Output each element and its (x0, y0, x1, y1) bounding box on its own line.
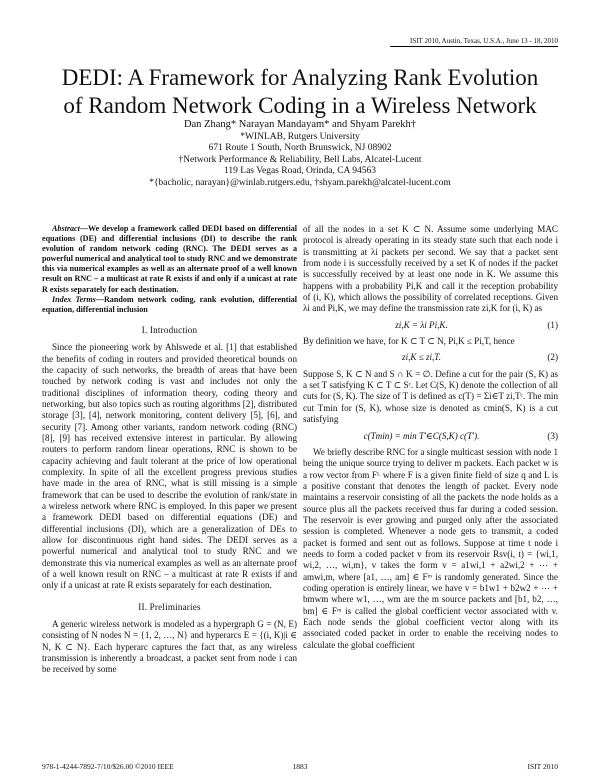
equation-3-expr: c(Tmin) = min T′∈C(S,K) c(T′). (363, 430, 480, 441)
footer-copyright: 978-1-4244-7892-7/10/$26.00 ©2010 IEEE (42, 762, 174, 771)
index-terms (42, 295, 297, 315)
prelim-paragraph: A generic wireless network is modeled as a hypergraph G = (N, E) consisting of N nodes N = {1, 2, …, N} and hyperarcs E = {(i, K)|i ∈ N, K ⊂ N}. Each hyperarc captures the fact that, as any wireless transmission is inherently a broadcast, a packet sent from node i can be received by some (42, 619, 297, 675)
paper-title (30, 64, 570, 120)
equation-1-expr: zi,K = λi Pi,K. (395, 319, 448, 330)
footer-page-number: 1883 (292, 762, 308, 771)
intro-heading: I. Introduction (141, 324, 198, 335)
right-paragraph-3: Suppose S, K ⊂ N and S ∩ K = ∅. Define a cut for the pair (S, K) as a set T satisfying K ⊂ T ⊂ Sᶜ. Let C(S, K) denote the collection of all cuts for (S, K). The size of T is defined as c(T) = Σi∈T zi,Tᶜ. The min cut Tmin for (S, K), whose size is denoted as cmin(S, K) is a cut satisfying (303, 368, 558, 425)
equation-2-number: (2) (547, 352, 558, 363)
header-rule (390, 46, 558, 47)
conference-header: ISIT 2010, Austin, Texas, U.S.A., June 13 - 18, 2010 (409, 37, 558, 45)
index-terms-text: —Random network coding, rank evolution, differential equation, differential inclusion (42, 294, 297, 314)
author-list: Dan Zhang* Narayan Mandayam* and Shyam Parekh† (183, 119, 417, 130)
affiliation-line-1: *WINLAB, Rutgers University (240, 132, 360, 142)
abstract-text: —We develop a framework called DEDI based on differential equations (DE) and differential inclusions (DI) to describe the rank evolution of random network coding (RNC). The DEDI serves as a powerful numerical and analytical tool to study RNC and we demonstrate this via numerical examples as well as an alternate proof of a well known result on RNC – a multicast at rate R exists if and only if a unicast at rate R exists separately for each destination. (42, 224, 297, 294)
right-column (303, 224, 558, 651)
abstract (42, 224, 297, 295)
affiliation-line-3: †Network Performance & Reliability, Bell Labs, Alcatel-Lucent (178, 154, 422, 165)
equation-1 (303, 320, 558, 331)
right-paragraph-4: We briefly describe RNC for a single multicast session with node 1 being the unique source trying to deliver m packets. Each packet w is a row vector from Fᴸ where F is a given finite field of size q and L is a positive constant that denotes the length of packet. Every node maintains a reservoir consisting of all the packets the node holds as a source plus all the packets received thus far during a coded session. The reservoir is ever growing and purged only after the associated session is completed. Whenever a node gets to transmit, a coded packet is formed and sent out as follows. Suppose at time t node i needs to form a coded packet v from its reservoir Rsv(i, t) = {wi,1, wi,2, …, wi,m}, v takes the form v = a1wi,1 + a2wi,2 + ⋯ + amwi,m, where [a1, …, am] ∈ Fᵐ is randomly generated. Since the coding operation is entirely linear, we have v = b1w1 + b2w2 + ⋯ + bmwm where w1, …, wm are the m source packets and [b1, b2, …, bm] ∈ Fᵐ is called the global coefficient vector associated with v. Each node sends the global coefficient vector along with its associated coded packet in order to enable the receiving nodes to calculate the global coefficient (303, 446, 558, 650)
footer-conference: ISIT 2010 (527, 762, 558, 771)
affiliation-line-2: 671 Route 1 South, North Brunswick, NJ 08902 (208, 143, 392, 154)
affiliation-line-5: *{bacholic, narayan}@winlab.rutgers.edu, †shyam.parekh@alcatel-lucent.com (149, 177, 451, 188)
right-paragraph-1: of all the nodes in a set K ⊂ N. Assume some underlying MAC protocol is already operating in its steady state such that each node i is transmitting at λi packets per second. We say that a packet sent from node i is successfully received by a set K of nodes if the packet is successfully received by at least one node in K. We assume this happens with a probability Pi,K and call it the reception probability of (i, K), which allows the possibility of correlated receptions. Given λi and Pi,K, we may define the transmission rate zi,K for (i, K) as (303, 224, 558, 314)
abstract-label: Abstract (52, 224, 80, 233)
right-paragraph-2: By definition we have, for K ⊂ T ⊂ N, Pi,K ≤ Pi,T, hence (303, 336, 515, 347)
equation-1-number: (1) (547, 319, 558, 330)
prelim-heading: II. Preliminaries (138, 601, 201, 612)
equation-2-expr: zi,K ≤ zi,T. (402, 352, 441, 363)
equation-3-number: (3) (547, 430, 558, 441)
equation-2 (303, 352, 558, 363)
equation-3 (303, 431, 558, 442)
title-line-1: DEDI: A Framework for Analyzing Rank Evolution (61, 65, 539, 90)
title-line-2: of Random Network Coding in a Wireless Network (63, 93, 537, 118)
intro-paragraph: Since the pioneering work by Ahlswede et al. [1] that established the benefits of coding in routers and provided theoretical bounds on the capacity of such networks, the breadth of areas that have been touched by network coding is vast and includes not only the traditional disciplines of information theory, coding theory and networking, but also topics such as routing algorithms [2], distributed storage [3], [4], network monitoring, content delivery [5], [6], and security [7]. Among other variants, random network coding (RNC) [8], [9] has received extensive interest in particular. By allowing routers to perform random linear operations, RNC is shown to be capacity achieving and fault tolerant at the price of low operational complexity. In spite of all the excellent progress previous studies have made in the area of RNC, what is still missing is a simple framework that can be used to describe the evolution of rank/state in a wireless network where RNC is employed. In this paper we present a framework DEDI based on differential equations (DE) and differential inclusions (DI), which are a generalization of DEs to allow for discontinuous right hand sides. The DEDI serves as a powerful numerical and analytical tool to study RNC and we demonstrate this via numerical examples as well as an alternate proof of a well known result on RNC – a multicast at rate R exists if and only if a unicast at rate R exists separately for each destination. (42, 342, 297, 591)
affiliation-line-4: 119 Las Vegas Road, Orinda, CA 94563 (224, 166, 376, 177)
left-column (42, 224, 297, 676)
index-terms-label: Index Terms (52, 294, 96, 304)
